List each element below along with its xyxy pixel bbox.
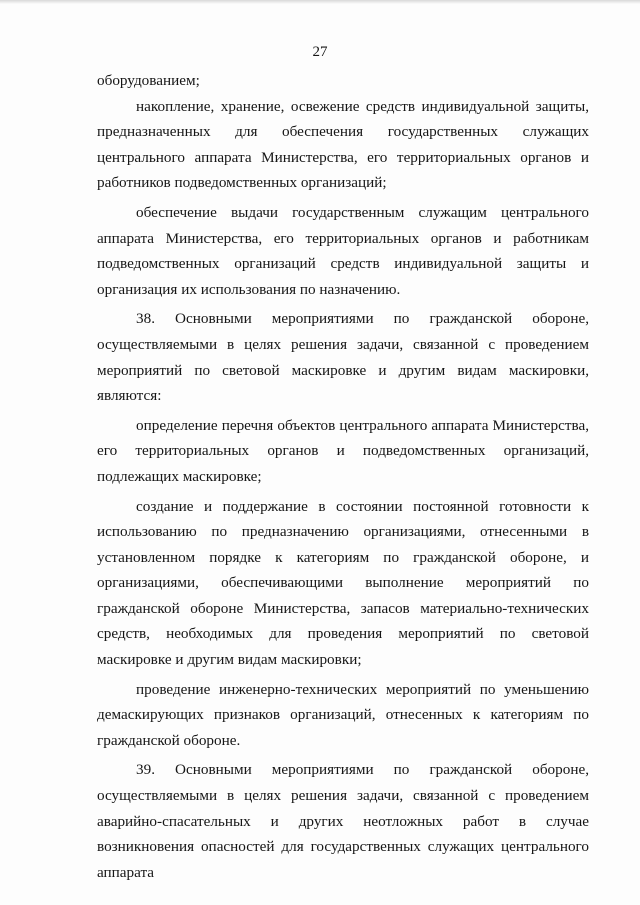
page-number: 27 <box>312 44 328 60</box>
scan-edge <box>0 0 640 4</box>
paragraph-item-39: 39. Основными мероприятиями по гражданской обороне, осуществляемыми в целях решения задачи, связанной с проведением аварийно-спасательных и других неотложных работ в случае возникновения опасностей для государственных служащих центрального аппарата <box>97 761 589 881</box>
document-body <box>97 68 589 885</box>
paragraph-material-reserves: создание и поддержание в состоянии постоянной готовности к использованию по предназначению организациями, отнесенными в установленном порядке к категориям по гражданской обороне, и организациями, обеспечивающими выполнение мероприятий по гражданской обороне Министерства, запасов материально-технических средств, необходимых для проведения мероприятий по световой маскировке и другим видам маскировки; <box>97 497 589 669</box>
paragraph-engineering-measures: проведение инженерно-технических мероприятий по уменьшению демаскирующих признаков организаций, отнесенных к категориям по гражданской обороне. <box>97 680 589 749</box>
paragraph-masking-objects: определение перечня объектов центрального аппарата Министерства, его территориальных органов и подведомственных организаций, подлежащих маскировке; <box>97 416 589 485</box>
paragraph-item-38: 38. Основными мероприятиями по гражданской обороне, осуществляемыми в целях решения задачи, связанной с проведением мероприятий по световой маскировке и другим видам маскировки, являются: <box>97 310 589 405</box>
paragraph-continuation: оборудованием; <box>97 72 200 89</box>
paragraph-ppe-issuance: обеспечение выдачи государственным служащим центрального аппарата Министерства, его территориальных органов и работникам подведомственных организаций средств индивидуальной защиты и организация их использования по назначению. <box>97 203 589 298</box>
paragraph-ppe-storage: накопление, хранение, освежение средств индивидуальной защиты, предназначенных для обеспечения государственных служащих центрального аппарата Министерства, его территориальных органов и работников подведомственных организаций; <box>97 97 589 192</box>
